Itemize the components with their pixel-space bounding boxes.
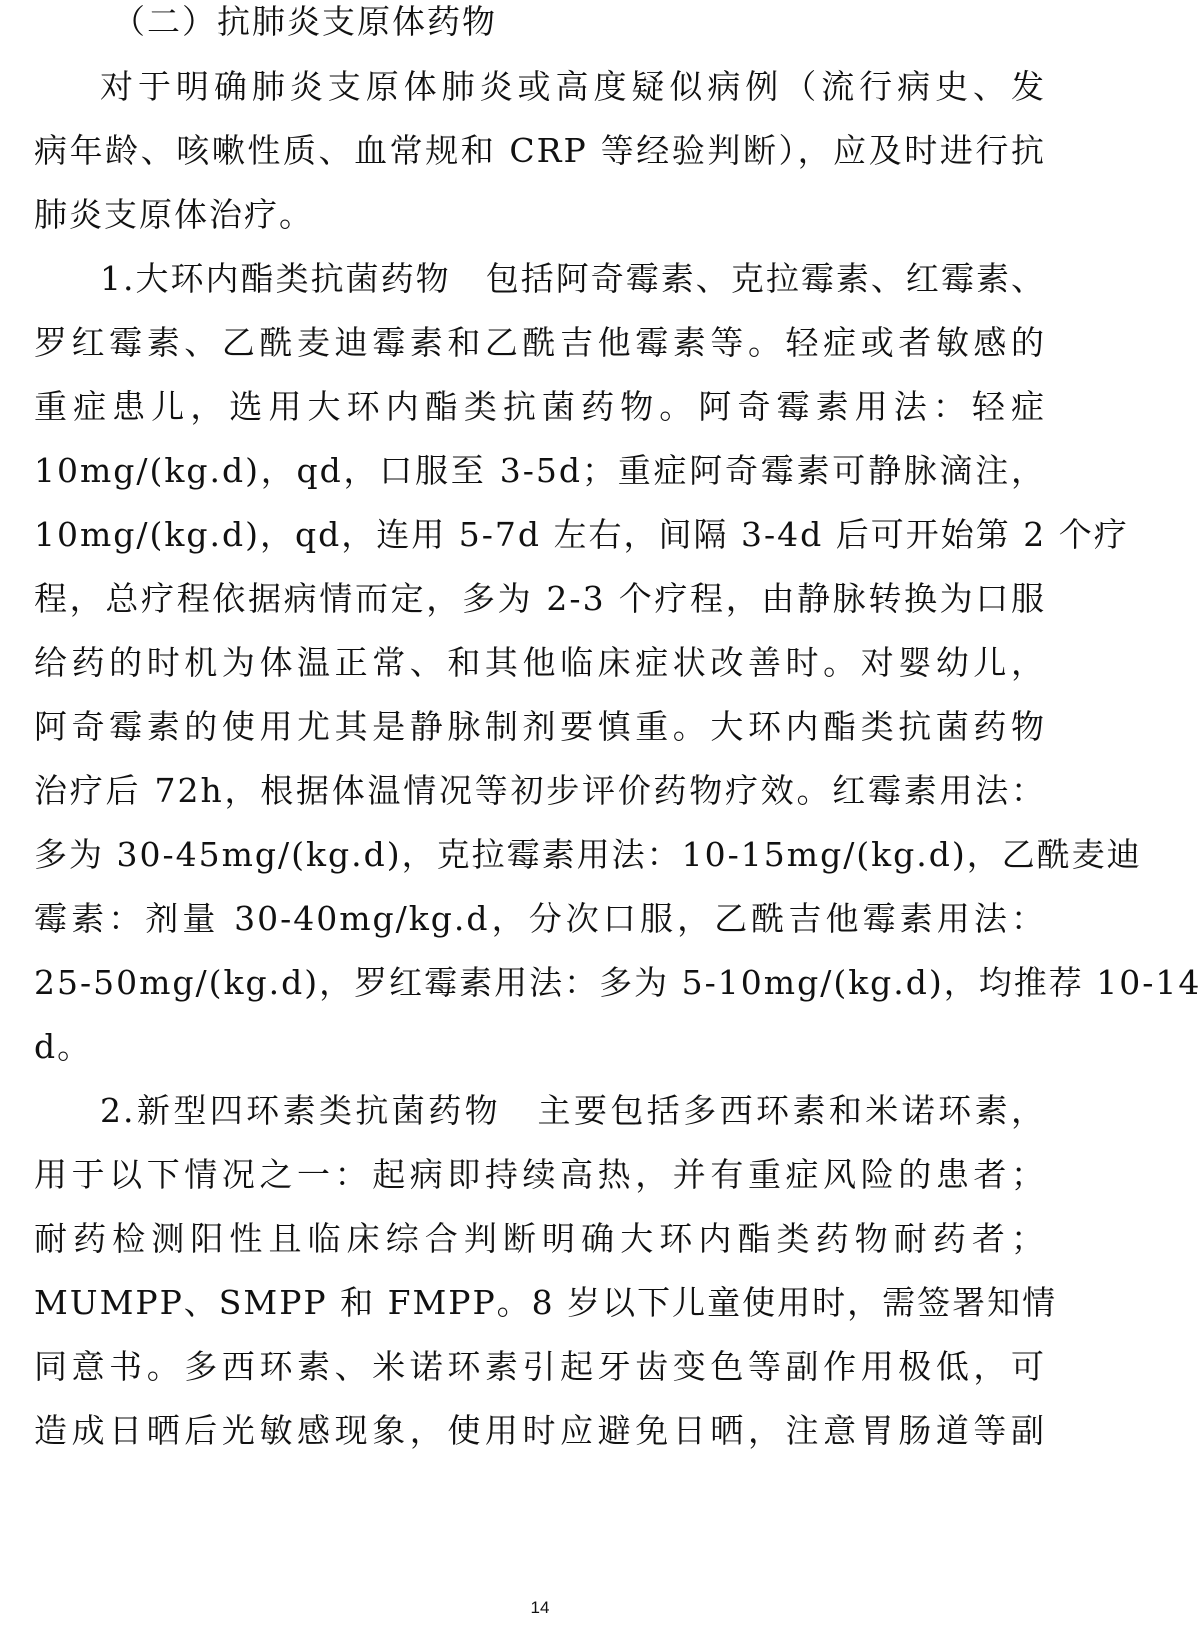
text-line: 程，总疗程依据病情而定，多为 2-3 个疗程，由静脉转换为口服 xyxy=(34,579,1046,618)
page-number: 14 xyxy=(530,1598,550,1617)
text-line: 阿奇霉素的使用尤其是静脉制剂要慎重。大环内酯类抗菌药物 xyxy=(34,707,1046,746)
text-line: 10mg/(kg.d)，qd，口服至 3-5d；重症阿奇霉素可静脉滴注， xyxy=(34,451,1046,490)
text-line: 25-50mg/(kg.d)，罗红霉素用法：多为 5-10mg/(kg.d)，均推荐 10-14 xyxy=(34,963,1201,1002)
text-line: 病年龄、咳嗽性质、血常规和 CRP 等经验判断），应及时进行抗 xyxy=(34,131,1046,170)
text-line: 10mg/(kg.d)，qd，连用 5-7d 左右，间隔 3-4d 后可开始第 2 个疗 xyxy=(34,515,1129,554)
text-line: 肺炎支原体治疗。 xyxy=(34,195,314,234)
section-heading: （二）抗肺炎支原体药物 xyxy=(112,2,497,41)
text-line: 2.新型四环素类抗菌药物 主要包括多西环素和米诺环素， xyxy=(100,1091,1046,1130)
text-line: 造成日晒后光敏感现象，使用时应避免日晒，注意胃肠道等副 xyxy=(34,1411,1046,1450)
text-line: 耐药检测阳性且临床综合判断明确大环内酯类药物耐药者； xyxy=(34,1219,1046,1258)
text-line: 罗红霉素、乙酰麦迪霉素和乙酰吉他霉素等。轻症或者敏感的 xyxy=(34,323,1046,362)
text-line: 霉素：剂量 30-40mg/kg.d，分次口服，乙酰吉他霉素用法： xyxy=(34,899,1046,938)
text-line: 治疗后 72h，根据体温情况等初步评价药物疗效。红霉素用法： xyxy=(34,771,1046,810)
text-line: d。 xyxy=(34,1027,93,1066)
text-line: 对于明确肺炎支原体肺炎或高度疑似病例（流行病史、发 xyxy=(100,67,1046,106)
text-line: 1.大环内酯类抗菌药物 包括阿奇霉素、克拉霉素、红霉素、 xyxy=(100,259,1046,298)
text-line: 同意书。多西环素、米诺环素引起牙齿变色等副作用极低，可 xyxy=(34,1347,1046,1386)
text-line: MUMPP、SMPP 和 FMPP。8 岁以下儿童使用时，需签署知情 xyxy=(34,1283,1058,1322)
text-line: 用于以下情况之一：起病即持续高热，并有重症风险的患者； xyxy=(34,1155,1046,1194)
text-line: 重症患儿，选用大环内酯类抗菌药物。阿奇霉素用法：轻症 xyxy=(34,387,1046,426)
text-line: 给药的时机为体温正常、和其他临床症状改善时。对婴幼儿， xyxy=(34,643,1046,682)
text-line: 多为 30-45mg/(kg.d)，克拉霉素用法：10-15mg/(kg.d)，乙酰麦迪 xyxy=(34,835,1142,874)
